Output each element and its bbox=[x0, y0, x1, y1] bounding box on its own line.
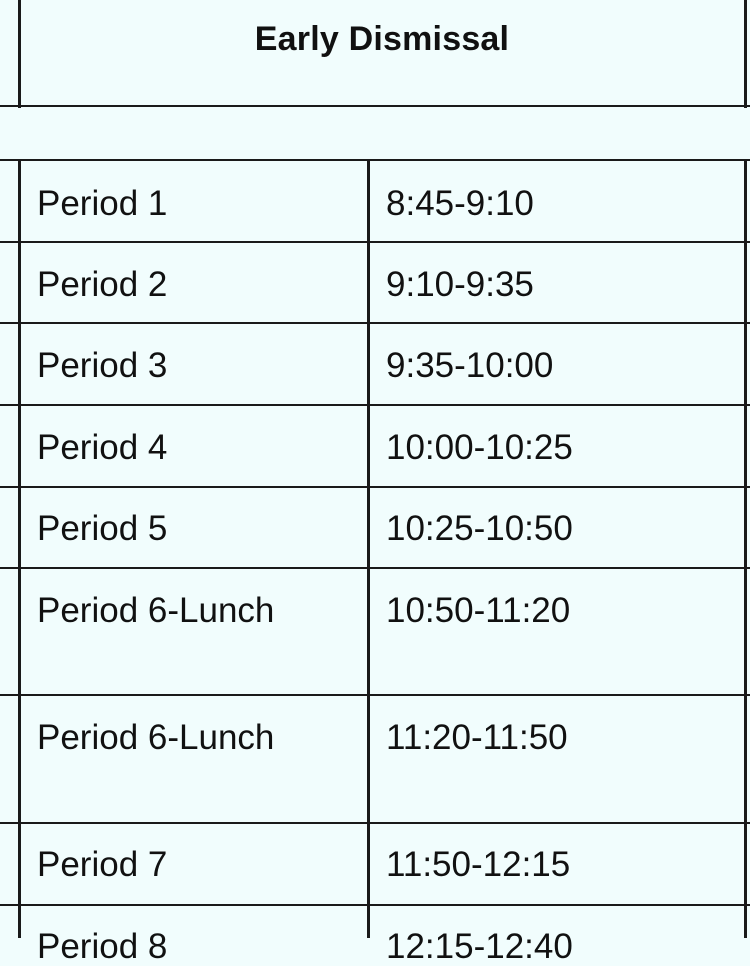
period-time: 9:10-9:35 bbox=[386, 265, 534, 304]
period-label: Period 8 bbox=[37, 927, 168, 966]
period-label: Period 4 bbox=[37, 428, 168, 467]
row-rule bbox=[0, 322, 750, 324]
period-time: 10:25-10:50 bbox=[386, 509, 573, 548]
row-rule bbox=[0, 567, 750, 569]
period-label: Period 6-Lunch bbox=[37, 718, 275, 757]
period-time: 12:15-12:40 bbox=[386, 927, 573, 966]
period-label: Period 2 bbox=[37, 265, 168, 304]
period-label: Period 5 bbox=[37, 509, 168, 548]
period-time: 10:50-11:20 bbox=[386, 591, 571, 630]
period-time: 9:35-10:00 bbox=[386, 346, 554, 385]
row-rule bbox=[0, 404, 750, 406]
period-label: Period 1 bbox=[37, 184, 168, 223]
header-bottom-rule bbox=[0, 105, 750, 107]
period-label: Period 6-Lunch bbox=[37, 591, 275, 630]
body-top-rule bbox=[0, 159, 750, 161]
row-rule bbox=[0, 822, 750, 824]
table-header-title: Early Dismissal bbox=[254, 20, 510, 58]
row-rule bbox=[0, 904, 750, 906]
period-time: 10:00-10:25 bbox=[386, 428, 573, 467]
period-time: 11:50-12:15 bbox=[386, 845, 571, 884]
period-label: Period 3 bbox=[37, 346, 168, 385]
row-rule bbox=[0, 694, 750, 696]
row-rule bbox=[0, 486, 750, 488]
period-label: Period 7 bbox=[37, 845, 168, 884]
period-time: 11:20-11:50 bbox=[386, 718, 568, 757]
row-rule bbox=[0, 241, 750, 243]
table-border-right-top bbox=[744, 0, 747, 108]
period-time: 8:45-9:10 bbox=[386, 184, 534, 223]
